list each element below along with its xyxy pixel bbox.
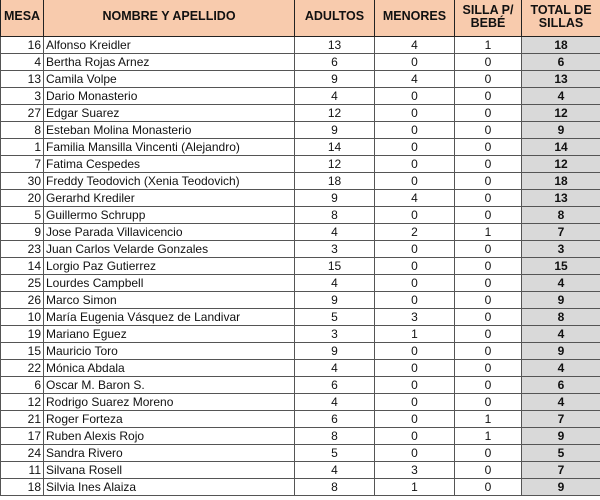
- table-row: [1, 241, 600, 258]
- cell-total-sillas: 18: [522, 37, 600, 54]
- cell-menores: 0: [375, 139, 455, 156]
- table-row: [1, 173, 600, 190]
- header-menores: MENORES: [375, 0, 455, 37]
- cell-nombre: Silvia Ines Alaiza: [44, 479, 295, 496]
- cell-adultos: 5: [295, 445, 375, 462]
- cell-silla-bebe: 0: [455, 309, 522, 326]
- cell-menores: 0: [375, 173, 455, 190]
- cell-nombre: Camila Volpe: [44, 71, 295, 88]
- cell-silla-bebe: 0: [455, 139, 522, 156]
- table-row: [1, 54, 600, 71]
- cell-nombre: Silvana Rosell: [44, 462, 295, 479]
- table-row: [1, 156, 600, 173]
- cell-total-sillas: 7: [522, 411, 600, 428]
- cell-nombre: Mauricio Toro: [44, 343, 295, 360]
- cell-total-sillas: 7: [522, 462, 600, 479]
- cell-mesa: 17: [1, 428, 44, 445]
- cell-silla-bebe: 0: [455, 394, 522, 411]
- table-row: [1, 411, 600, 428]
- cell-mesa: 3: [1, 88, 44, 105]
- cell-mesa: 14: [1, 258, 44, 275]
- table-row: [1, 445, 600, 462]
- cell-silla-bebe: 0: [455, 275, 522, 292]
- cell-adultos: 3: [295, 241, 375, 258]
- cell-total-sillas: 4: [522, 394, 600, 411]
- cell-nombre: Freddy Teodovich (Xenia Teodovich): [44, 173, 295, 190]
- cell-total-sillas: 6: [522, 377, 600, 394]
- cell-nombre: Gerarhd Krediler: [44, 190, 295, 207]
- cell-menores: 0: [375, 54, 455, 71]
- cell-silla-bebe: 0: [455, 258, 522, 275]
- cell-nombre: María Eugenia Vásquez de Landivar: [44, 309, 295, 326]
- table-row: [1, 292, 600, 309]
- cell-menores: 0: [375, 360, 455, 377]
- cell-nombre: Ruben Alexis Rojo: [44, 428, 295, 445]
- table-row: [1, 105, 600, 122]
- cell-nombre: Edgar Suarez: [44, 105, 295, 122]
- cell-menores: 1: [375, 326, 455, 343]
- cell-adultos: 8: [295, 428, 375, 445]
- cell-total-sillas: 12: [522, 156, 600, 173]
- cell-nombre: Lourdes Campbell: [44, 275, 295, 292]
- cell-adultos: 9: [295, 343, 375, 360]
- header-total-sillas: [522, 0, 600, 37]
- cell-total-sillas: 4: [522, 360, 600, 377]
- cell-menores: 0: [375, 258, 455, 275]
- cell-mesa: 5: [1, 207, 44, 224]
- table-row: [1, 326, 600, 343]
- header-mesa: MESA: [1, 0, 44, 37]
- cell-adultos: 4: [295, 462, 375, 479]
- cell-total-sillas: 14: [522, 139, 600, 156]
- cell-mesa: 20: [1, 190, 44, 207]
- cell-nombre: Alfonso Kreidler: [44, 37, 295, 54]
- cell-adultos: 8: [295, 207, 375, 224]
- table-row: [1, 37, 600, 54]
- cell-menores: 0: [375, 411, 455, 428]
- cell-menores: 2: [375, 224, 455, 241]
- header-silla-line2: BEBÉ: [470, 15, 506, 30]
- cell-mesa: 19: [1, 326, 44, 343]
- cell-menores: 0: [375, 207, 455, 224]
- cell-silla-bebe: 0: [455, 122, 522, 139]
- cell-adultos: 6: [295, 54, 375, 71]
- table-row: [1, 224, 600, 241]
- cell-total-sillas: 4: [522, 88, 600, 105]
- cell-adultos: 9: [295, 292, 375, 309]
- cell-silla-bebe: 0: [455, 71, 522, 88]
- cell-mesa: 30: [1, 173, 44, 190]
- cell-adultos: 4: [295, 88, 375, 105]
- cell-mesa: 13: [1, 71, 44, 88]
- cell-nombre: Dario Monasterio: [44, 88, 295, 105]
- cell-silla-bebe: 1: [455, 428, 522, 445]
- cell-mesa: 25: [1, 275, 44, 292]
- cell-silla-bebe: 1: [455, 224, 522, 241]
- cell-adultos: 12: [295, 156, 375, 173]
- cell-nombre: Familia Mansilla Vincenti (Alejandro): [44, 139, 295, 156]
- header-total-line1: TOTAL DE: [530, 2, 592, 17]
- cell-total-sillas: 8: [522, 207, 600, 224]
- cell-mesa: 18: [1, 479, 44, 496]
- cell-mesa: 6: [1, 377, 44, 394]
- cell-adultos: 14: [295, 139, 375, 156]
- cell-menores: 4: [375, 190, 455, 207]
- header-total-line2: SILLAS: [538, 15, 584, 30]
- table-row: [1, 88, 600, 105]
- cell-menores: 0: [375, 275, 455, 292]
- cell-mesa: 1: [1, 139, 44, 156]
- cell-mesa: 12: [1, 394, 44, 411]
- cell-silla-bebe: 1: [455, 411, 522, 428]
- header-row: [1, 0, 600, 37]
- cell-adultos: 13: [295, 37, 375, 54]
- cell-adultos: 4: [295, 224, 375, 241]
- cell-mesa: 11: [1, 462, 44, 479]
- cell-adultos: 15: [295, 258, 375, 275]
- cell-menores: 3: [375, 309, 455, 326]
- cell-adultos: 5: [295, 309, 375, 326]
- cell-adultos: 9: [295, 71, 375, 88]
- cell-silla-bebe: 0: [455, 377, 522, 394]
- cell-nombre: Juan Carlos Velarde Gonzales: [44, 241, 295, 258]
- cell-total-sillas: 9: [522, 343, 600, 360]
- cell-mesa: 23: [1, 241, 44, 258]
- cell-total-sillas: 7: [522, 224, 600, 241]
- table-row: [1, 207, 600, 224]
- cell-menores: 4: [375, 37, 455, 54]
- table-row: [1, 428, 600, 445]
- cell-silla-bebe: 0: [455, 105, 522, 122]
- table-row: [1, 139, 600, 156]
- cell-mesa: 9: [1, 224, 44, 241]
- table-row: [1, 309, 600, 326]
- cell-adultos: 8: [295, 479, 375, 496]
- cell-total-sillas: 13: [522, 71, 600, 88]
- cell-silla-bebe: 0: [455, 173, 522, 190]
- cell-menores: 0: [375, 394, 455, 411]
- cell-adultos: 4: [295, 360, 375, 377]
- cell-nombre: Rodrigo Suarez Moreno: [44, 394, 295, 411]
- cell-total-sillas: 6: [522, 54, 600, 71]
- cell-menores: 0: [375, 292, 455, 309]
- cell-menores: 1: [375, 479, 455, 496]
- cell-total-sillas: 12: [522, 105, 600, 122]
- cell-menores: 0: [375, 241, 455, 258]
- cell-mesa: 10: [1, 309, 44, 326]
- table-row: [1, 71, 600, 88]
- cell-adultos: 12: [295, 105, 375, 122]
- cell-nombre: Roger Forteza: [44, 411, 295, 428]
- table-row: [1, 479, 600, 496]
- header-silla-line1: SILLA P/: [462, 2, 514, 17]
- cell-menores: 4: [375, 71, 455, 88]
- table-row: [1, 394, 600, 411]
- cell-total-sillas: 4: [522, 275, 600, 292]
- cell-total-sillas: 8: [522, 309, 600, 326]
- cell-adultos: 9: [295, 122, 375, 139]
- cell-nombre: Lorgio Paz Gutierrez: [44, 258, 295, 275]
- cell-nombre: Bertha Rojas Arnez: [44, 54, 295, 71]
- cell-nombre: Mónica Abdala: [44, 360, 295, 377]
- cell-mesa: 15: [1, 343, 44, 360]
- cell-mesa: 7: [1, 156, 44, 173]
- cell-adultos: 3: [295, 326, 375, 343]
- cell-mesa: 16: [1, 37, 44, 54]
- cell-menores: 3: [375, 462, 455, 479]
- cell-silla-bebe: 0: [455, 343, 522, 360]
- table-row: [1, 190, 600, 207]
- cell-silla-bebe: 0: [455, 292, 522, 309]
- cell-adultos: 4: [295, 394, 375, 411]
- cell-total-sillas: 15: [522, 258, 600, 275]
- cell-menores: 0: [375, 428, 455, 445]
- cell-total-sillas: 9: [522, 428, 600, 445]
- cell-adultos: 6: [295, 377, 375, 394]
- cell-total-sillas: 13: [522, 190, 600, 207]
- header-adultos: ADULTOS: [295, 0, 375, 37]
- cell-total-sillas: 18: [522, 173, 600, 190]
- cell-total-sillas: 4: [522, 326, 600, 343]
- cell-nombre: Marco Simon: [44, 292, 295, 309]
- table-row: [1, 377, 600, 394]
- cell-adultos: 6: [295, 411, 375, 428]
- cell-silla-bebe: 0: [455, 479, 522, 496]
- table-row: [1, 360, 600, 377]
- cell-silla-bebe: 1: [455, 37, 522, 54]
- cell-total-sillas: 9: [522, 292, 600, 309]
- cell-nombre: Jose Parada Villavicencio: [44, 224, 295, 241]
- cell-mesa: 8: [1, 122, 44, 139]
- table-header: [1, 0, 600, 37]
- cell-adultos: 4: [295, 275, 375, 292]
- cell-total-sillas: 3: [522, 241, 600, 258]
- cell-menores: 0: [375, 343, 455, 360]
- cell-nombre: Oscar M. Baron S.: [44, 377, 295, 394]
- cell-nombre: Guillermo Schrupp: [44, 207, 295, 224]
- cell-nombre: Fatima Cespedes: [44, 156, 295, 173]
- cell-silla-bebe: 0: [455, 462, 522, 479]
- cell-mesa: 4: [1, 54, 44, 71]
- cell-menores: 0: [375, 105, 455, 122]
- cell-silla-bebe: 0: [455, 445, 522, 462]
- cell-silla-bebe: 0: [455, 156, 522, 173]
- cell-total-sillas: 9: [522, 479, 600, 496]
- cell-nombre: Esteban Molina Monasterio: [44, 122, 295, 139]
- cell-silla-bebe: 0: [455, 88, 522, 105]
- cell-nombre: Mariano Eguez: [44, 326, 295, 343]
- cell-silla-bebe: 0: [455, 207, 522, 224]
- cell-silla-bebe: 0: [455, 326, 522, 343]
- cell-menores: 0: [375, 156, 455, 173]
- table-row: [1, 122, 600, 139]
- cell-mesa: 21: [1, 411, 44, 428]
- cell-nombre: Sandra Rivero: [44, 445, 295, 462]
- cell-silla-bebe: 0: [455, 54, 522, 71]
- cell-menores: 0: [375, 88, 455, 105]
- table-row: [1, 275, 600, 292]
- cell-mesa: 22: [1, 360, 44, 377]
- table-row: [1, 343, 600, 360]
- cell-mesa: 26: [1, 292, 44, 309]
- table-body: [1, 37, 600, 496]
- cell-menores: 0: [375, 122, 455, 139]
- table-row: [1, 258, 600, 275]
- cell-mesa: 24: [1, 445, 44, 462]
- cell-total-sillas: 5: [522, 445, 600, 462]
- cell-mesa: 27: [1, 105, 44, 122]
- cell-silla-bebe: 0: [455, 241, 522, 258]
- cell-silla-bebe: 0: [455, 190, 522, 207]
- cell-adultos: 9: [295, 190, 375, 207]
- header-nombre: NOMBRE Y APELLIDO: [44, 0, 295, 37]
- table-row: [1, 462, 600, 479]
- cell-total-sillas: 9: [522, 122, 600, 139]
- cell-adultos: 18: [295, 173, 375, 190]
- cell-menores: 0: [375, 377, 455, 394]
- cell-menores: 0: [375, 445, 455, 462]
- header-silla-bebe: [455, 0, 522, 37]
- cell-silla-bebe: 0: [455, 360, 522, 377]
